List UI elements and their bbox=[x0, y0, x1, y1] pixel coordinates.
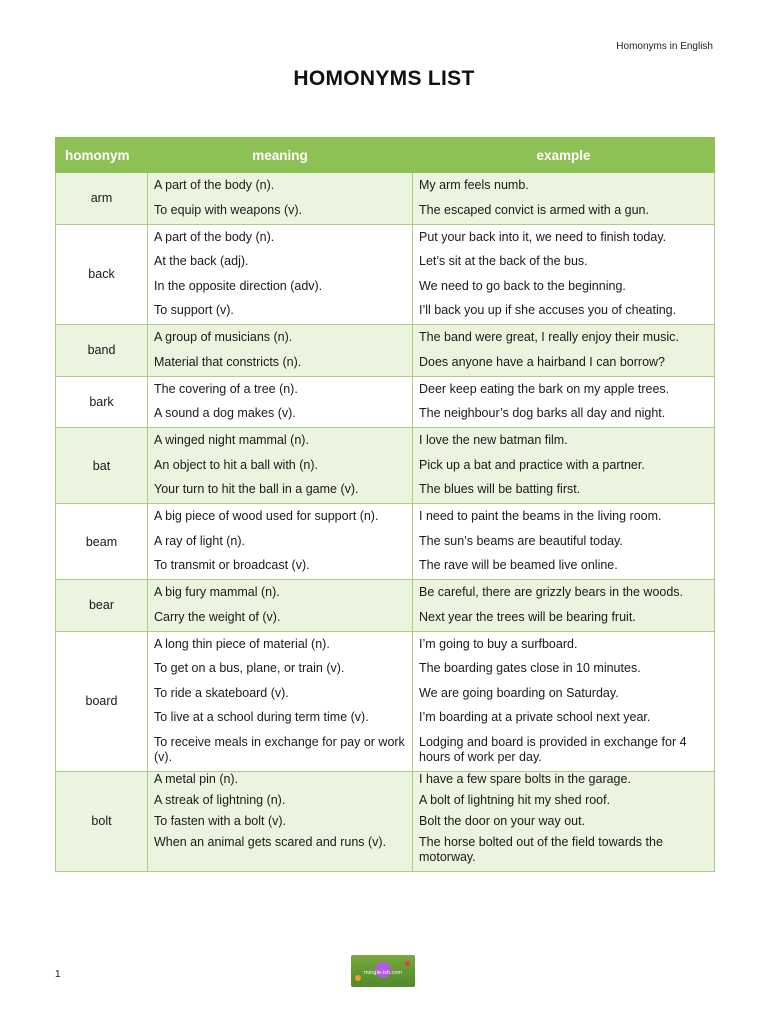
homonym-cell: beam bbox=[56, 504, 148, 580]
meaning-cell bbox=[148, 224, 413, 325]
table-row bbox=[56, 325, 715, 377]
meaning-line: A sound a dog makes (v). bbox=[154, 406, 296, 420]
example-line: A bolt of lightning hit my shed roof. bbox=[419, 792, 611, 807]
meaning-line: A metal pin (n). bbox=[154, 771, 239, 786]
meaning-line: To receive meals in exchange for pay or work (v). bbox=[154, 734, 405, 764]
example-line: The rave will be beamed live online. bbox=[419, 558, 618, 572]
example-line: The horse bolted out of the field towards the motorway. bbox=[419, 834, 663, 864]
example-cell bbox=[413, 631, 715, 771]
example-cell bbox=[413, 325, 715, 377]
table-body bbox=[56, 173, 715, 872]
meaning-cell bbox=[148, 173, 413, 225]
table-row bbox=[56, 771, 715, 871]
meaning-line: When an animal gets scared and runs (v). bbox=[154, 834, 387, 849]
column-header-meaning: meaning bbox=[148, 138, 413, 173]
example-line: Put your back into it, we need to finish today. bbox=[419, 229, 667, 244]
example-line: Pick up a bat and practice with a partner. bbox=[419, 457, 645, 472]
homonym-cell: board bbox=[56, 631, 148, 771]
table-row bbox=[56, 580, 715, 632]
example-line: Bolt the door on your way out. bbox=[419, 813, 586, 828]
table-header-row bbox=[56, 138, 715, 173]
homonym-cell: band bbox=[56, 325, 148, 377]
homonym-cell: bark bbox=[56, 376, 148, 428]
example-line: The neighbour’s dog barks all day and night. bbox=[419, 406, 666, 420]
example-cell bbox=[413, 504, 715, 580]
example-cell bbox=[413, 771, 715, 871]
meaning-cell bbox=[148, 376, 413, 428]
meaning-line: A big fury mammal (n). bbox=[154, 585, 280, 599]
example-line: I need to paint the beams in the living room. bbox=[419, 509, 662, 523]
example-line: Let’s sit at the back of the bus. bbox=[419, 254, 588, 268]
table-row bbox=[56, 631, 715, 771]
example-line: The boarding gates close in 10 minutes. bbox=[419, 661, 641, 675]
meaning-line: To support (v). bbox=[154, 303, 234, 317]
meaning-line: Your turn to hit the ball in a game (v). bbox=[154, 482, 359, 496]
meaning-cell bbox=[148, 580, 413, 632]
table-row bbox=[56, 224, 715, 325]
example-cell bbox=[413, 428, 715, 504]
meaning-line: The covering of a tree (n). bbox=[154, 381, 298, 396]
meaning-line: To equip with weapons (v). bbox=[154, 202, 302, 217]
table-row bbox=[56, 428, 715, 504]
meaning-line: Material that constricts (n). bbox=[154, 354, 302, 369]
meaning-line: In the opposite direction (adv). bbox=[154, 278, 323, 293]
homonym-cell: bat bbox=[56, 428, 148, 504]
meaning-line: To transmit or broadcast (v). bbox=[154, 558, 310, 572]
example-line: I’m going to buy a surfboard. bbox=[419, 636, 578, 651]
meaning-line: To fasten with a bolt (v). bbox=[154, 813, 287, 828]
example-line: I’m boarding at a private school next year. bbox=[419, 710, 651, 724]
column-header-homonym: homonym bbox=[56, 138, 148, 173]
meaning-cell bbox=[148, 771, 413, 871]
meaning-line: A group of musicians (n). bbox=[154, 330, 293, 344]
example-cell bbox=[413, 376, 715, 428]
meaning-line: An object to hit a ball with (n). bbox=[154, 457, 318, 472]
meaning-line: A part of the body (n). bbox=[154, 178, 275, 192]
example-line: Be careful, there are grizzly bears in the woods. bbox=[419, 585, 684, 599]
meaning-line: A winged night mammal (n). bbox=[154, 433, 309, 447]
meaning-line: A long thin piece of material (n). bbox=[154, 636, 330, 651]
example-line: Deer keep eating the bark on my apple trees. bbox=[419, 381, 670, 396]
example-line: The band were great, I really enjoy their music. bbox=[419, 330, 679, 344]
table-row bbox=[56, 504, 715, 580]
table-row bbox=[56, 376, 715, 428]
homonym-cell: bear bbox=[56, 580, 148, 632]
example-line: Next year the trees will be bearing fruit. bbox=[419, 609, 636, 624]
site-logo bbox=[351, 955, 415, 987]
homonym-cell: arm bbox=[56, 173, 148, 225]
example-cell bbox=[413, 173, 715, 225]
example-line: The blues will be batting first. bbox=[419, 482, 581, 496]
example-line: Does anyone have a hairband I can borrow? bbox=[419, 354, 665, 369]
column-header-example: example bbox=[413, 138, 715, 173]
example-cell bbox=[413, 580, 715, 632]
meaning-line: A big piece of wood used for support (n). bbox=[154, 509, 379, 523]
homonyms-table bbox=[55, 137, 715, 872]
logo-dot bbox=[405, 961, 410, 966]
running-head: Homonyms in English bbox=[616, 41, 713, 52]
table-row bbox=[56, 173, 715, 225]
meaning-cell bbox=[148, 631, 413, 771]
meaning-cell bbox=[148, 504, 413, 580]
example-line: We are going boarding on Saturday. bbox=[419, 685, 619, 700]
page-title: HOMONYMS LIST bbox=[293, 67, 475, 90]
example-line: The escaped convict is armed with a gun. bbox=[419, 202, 649, 217]
page-number: 1 bbox=[55, 969, 61, 980]
logo-text: mingle-ish.com bbox=[363, 970, 403, 976]
example-line: We need to go back to the beginning. bbox=[419, 278, 626, 293]
example-cell bbox=[413, 224, 715, 325]
example-line: My arm feels numb. bbox=[419, 178, 529, 192]
homonym-cell: back bbox=[56, 224, 148, 325]
example-line: I have a few spare bolts in the garage. bbox=[419, 771, 631, 786]
meaning-cell bbox=[148, 325, 413, 377]
meaning-line: To ride a skateboard (v). bbox=[154, 685, 289, 700]
meaning-cell bbox=[148, 428, 413, 504]
meaning-line: A part of the body (n). bbox=[154, 229, 275, 244]
meaning-line: A ray of light (n). bbox=[154, 533, 246, 548]
meaning-line: To live at a school during term time (v). bbox=[154, 710, 369, 724]
example-line: Lodging and board is provided in exchange for 4 hours of work per day. bbox=[419, 734, 687, 764]
example-line: The sun’s beams are beautiful today. bbox=[419, 533, 623, 548]
example-line: I love the new batman film. bbox=[419, 433, 568, 447]
meaning-line: A streak of lightning (n). bbox=[154, 792, 286, 807]
meaning-line: To get on a bus, plane, or train (v). bbox=[154, 661, 345, 675]
example-line: I’ll back you up if she accuses you of cheating. bbox=[419, 303, 677, 317]
meaning-line: At the back (adj). bbox=[154, 254, 249, 268]
meaning-line: Carry the weight of (v). bbox=[154, 609, 281, 624]
homonym-cell: bolt bbox=[56, 771, 148, 871]
